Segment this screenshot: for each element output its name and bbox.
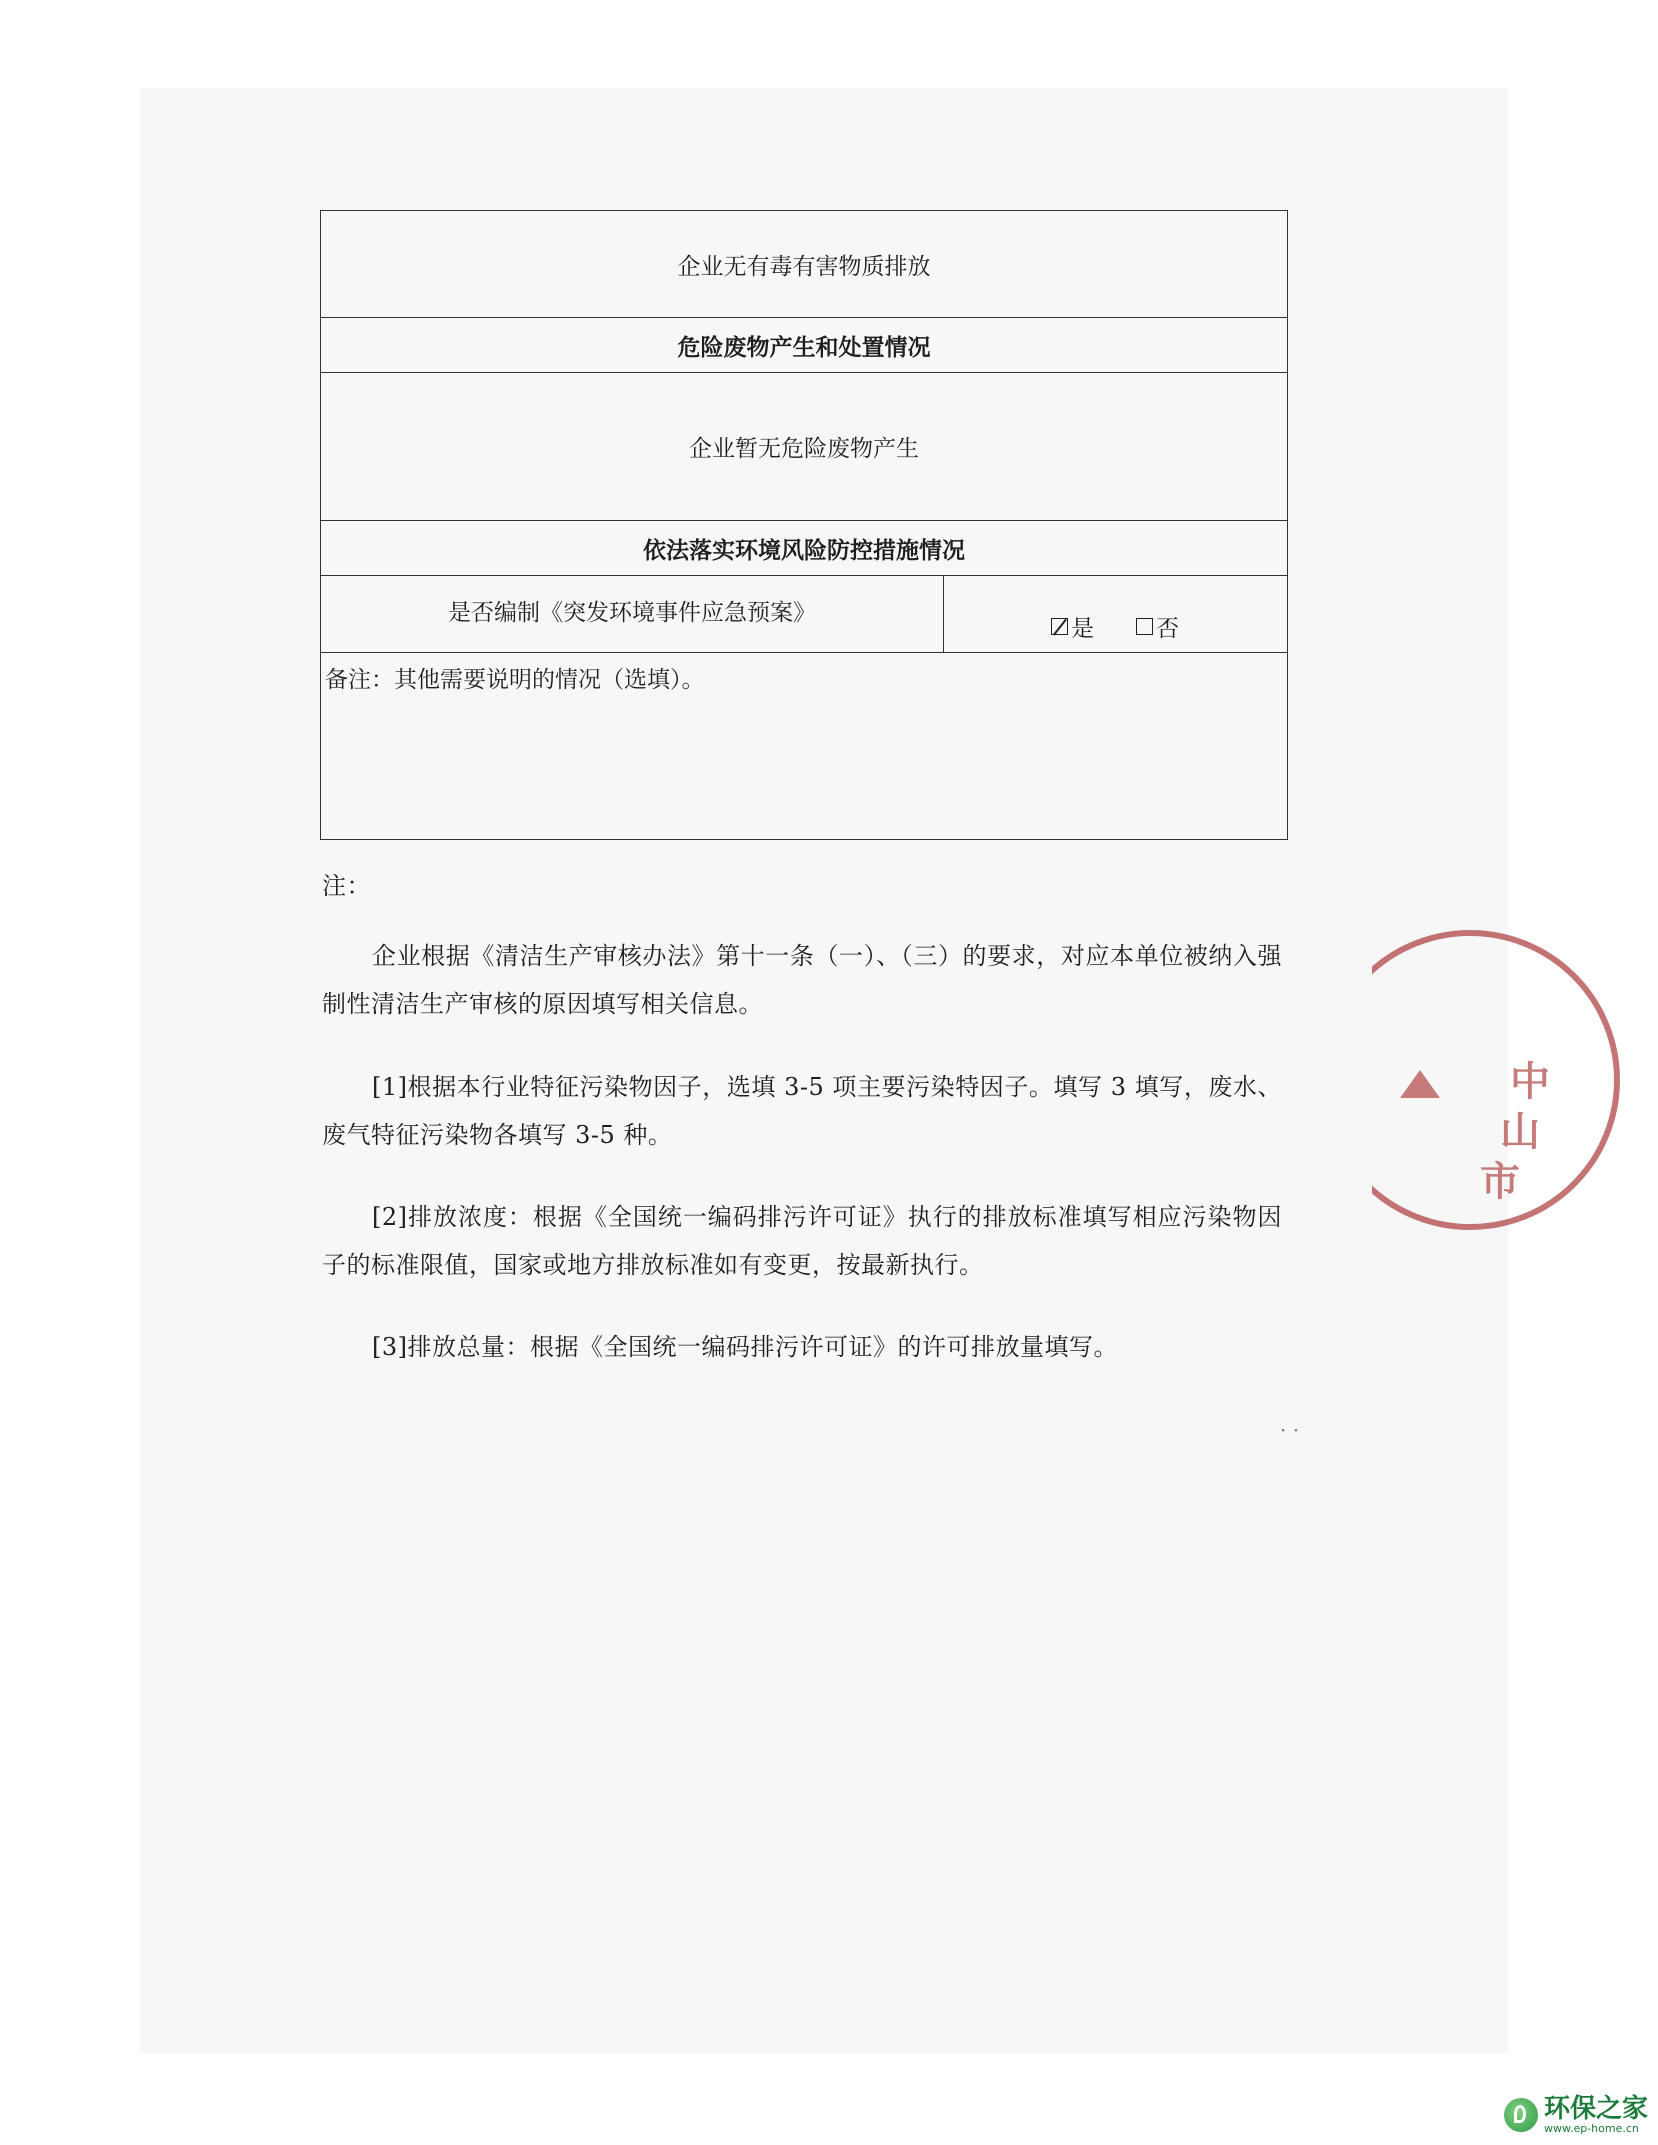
risk-control-header: 依法落实环境风险防控措施情况 xyxy=(643,536,965,564)
emergency-plan-answer-cell xyxy=(944,576,1287,652)
form-table xyxy=(320,210,1288,840)
plan-yes-option[interactable] xyxy=(1051,610,1094,643)
plan-no-label: 否 xyxy=(1156,616,1179,642)
hazardous-waste-value: 企业暂无危险废物产生 xyxy=(689,436,919,462)
unchecked-box-icon[interactable] xyxy=(1136,618,1153,635)
seal-char: 市 xyxy=(1480,1158,1520,1205)
emergency-plan-question-cell xyxy=(321,576,944,652)
seal-char: 中 xyxy=(1510,1058,1550,1105)
risk-control-header-row xyxy=(321,521,1287,576)
watermark-url: www.ep-home.cn xyxy=(1543,2122,1639,2135)
notes-para-4 xyxy=(322,1323,1282,1371)
emergency-plan-question: 是否编制《突发环境事件应急预案》 xyxy=(448,599,816,626)
notes-para-2 xyxy=(322,1063,1282,1159)
notes-para-3-text: [2]排放浓度：根据《全国统一编码排污许可证》执行的排放标准填写相应污染物因子的标准限值，国家或地方排放标准如有变更，按最新执行。 xyxy=(322,1203,1282,1279)
toxic-substances-row xyxy=(321,211,1287,318)
notes-para-1 xyxy=(322,932,1282,1028)
checked-box-icon[interactable] xyxy=(1051,618,1068,635)
remarks-label: 备注：其他需要说明的情况（选填）。 xyxy=(325,667,705,693)
notes-para-1-text: 企业根据《清洁生产审核办法》第十一条（一）、（三）的要求，对应本单位被纳入强制性清洁生产审核的原因填写相关信息。 xyxy=(322,942,1282,1018)
notes-para-3 xyxy=(322,1193,1282,1289)
hazardous-waste-row xyxy=(321,373,1287,521)
toxic-substances-value: 企业无有毒有害物质排放 xyxy=(677,253,931,280)
emergency-plan-row xyxy=(321,576,1287,653)
notes-heading xyxy=(322,862,1282,910)
seal-star-icon xyxy=(1400,1070,1440,1098)
notes-heading-text: 注： xyxy=(322,872,371,900)
leaf-logo-icon xyxy=(1504,2098,1538,2132)
watermark xyxy=(1504,2095,1648,2135)
hazardous-waste-header-row xyxy=(321,318,1287,373)
remarks-row xyxy=(321,653,1287,839)
plan-no-option[interactable] xyxy=(1136,610,1179,643)
official-seal xyxy=(1372,920,1658,1250)
watermark-title: 环保之家 xyxy=(1543,2094,1648,2124)
plan-yes-label: 是 xyxy=(1071,616,1094,642)
seal-char: 山 xyxy=(1500,1108,1540,1155)
notes-para-4-text: [3]排放总量：根据《全国统一编码排污许可证》的许可排放量填写。 xyxy=(372,1333,1118,1361)
notes-para-2-text: [1]根据本行业特征污染物因子，选填 3-5 项主要污染特因子。填写 3 填写，废水、废气特征污染物各填写 3-5 种。 xyxy=(322,1073,1282,1149)
scan-speckle: · · xyxy=(1280,1418,1300,1442)
hazardous-waste-header: 危险废物产生和处置情况 xyxy=(677,333,931,361)
